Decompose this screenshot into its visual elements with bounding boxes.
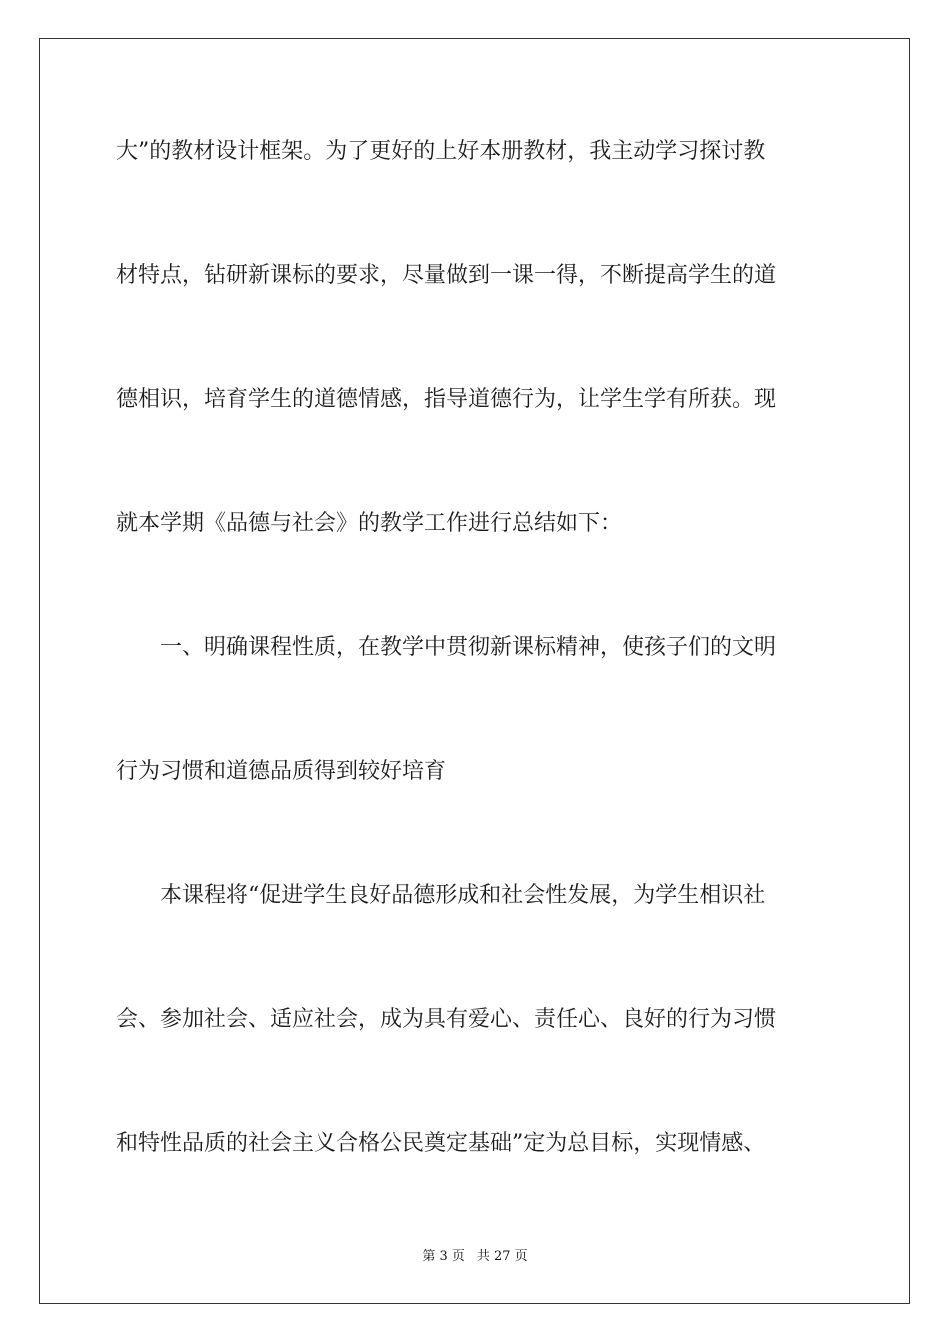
page-footer bbox=[0, 1248, 950, 1266]
text-line-1: 大”的教材设计框架。为了更好的上好本册教材，我主动学习探讨教 bbox=[116, 139, 766, 164]
text-line-2: 材特点，钻研新课标的要求，尽量做到一课一得，不断提高学生的道 bbox=[116, 263, 777, 288]
page-total: 共 27 页 bbox=[476, 1249, 528, 1264]
page-number: 第 3 页 bbox=[422, 1249, 465, 1264]
text-line-3: 德相识，培育学生的道德情感，指导道德行为，让学生学有所获。现 bbox=[116, 387, 777, 412]
text-line-5: 一、明确课程性质，在教学中贯彻新课标精神，使孩子们的文明 bbox=[116, 635, 777, 660]
text-line-6: 行为习惯和道德品质得到较好培育 bbox=[116, 759, 447, 784]
text-line-7: 本课程将“促进学生良好品德形成和社会性发展，为学生相识社 bbox=[116, 883, 766, 908]
text-line-4: 就本学期《品德与社会》的教学工作进行总结如下： bbox=[116, 511, 623, 536]
text-line-8: 会、参加社会、适应社会，成为具有爱心、责任心、良好的行为习惯 bbox=[116, 1007, 777, 1032]
text-line-9: 和特性品质的社会主义合格公民奠定基础”定为总目标，实现情感、 bbox=[116, 1131, 766, 1156]
page-border bbox=[39, 38, 910, 1304]
